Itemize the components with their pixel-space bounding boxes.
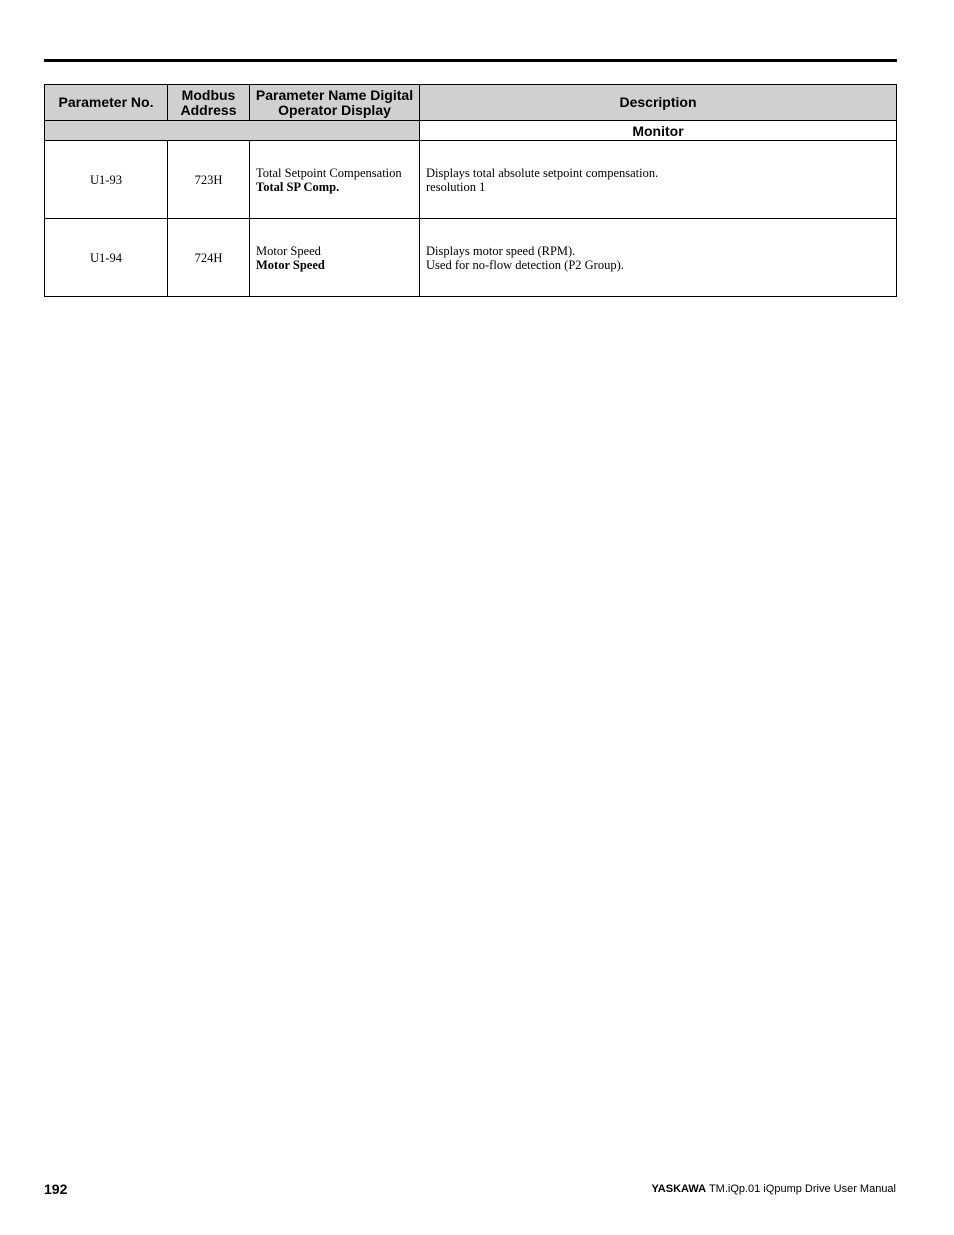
footer-manual-title bbox=[651, 1183, 896, 1195]
address-cell: 723H bbox=[168, 141, 250, 219]
name-cell bbox=[250, 219, 420, 297]
table-row bbox=[45, 141, 897, 219]
description-cell bbox=[420, 219, 897, 297]
group-label: Monitor bbox=[420, 121, 897, 141]
header-parameter-name bbox=[250, 85, 420, 121]
description-cell bbox=[420, 141, 897, 219]
description-line: Displays motor speed (RPM). bbox=[426, 243, 576, 258]
header-rule bbox=[44, 59, 897, 62]
operator-display: Motor Speed bbox=[256, 257, 325, 272]
footer-brand: YASKAWA bbox=[651, 1183, 707, 1195]
header-description: Description bbox=[420, 85, 897, 121]
header-name-line2: Operator Display bbox=[278, 101, 391, 118]
param-name: Total Setpoint Compensation bbox=[256, 165, 402, 180]
group-blank-cell bbox=[45, 121, 420, 141]
group-row bbox=[45, 121, 897, 141]
description-line: Used for no-flow detection (P2 Group). bbox=[426, 257, 624, 272]
table-row bbox=[45, 219, 897, 297]
description-line: resolution 1 bbox=[426, 179, 486, 194]
table-header-row bbox=[45, 85, 897, 121]
param-name: Motor Speed bbox=[256, 243, 321, 258]
description-line: Displays total absolute setpoint compensation. bbox=[426, 165, 659, 180]
param-no-cell: U1-94 bbox=[45, 219, 168, 297]
header-name-line1: Parameter Name Digital bbox=[255, 86, 414, 103]
operator-display: Total SP Comp. bbox=[256, 179, 340, 194]
header-modbus-line2: Address bbox=[180, 101, 237, 118]
header-parameter-no: Parameter No. bbox=[45, 85, 168, 121]
footer-manual-name: TM.iQp.01 iQpump Drive User Manual bbox=[708, 1183, 896, 1195]
param-no-cell: U1-93 bbox=[45, 141, 168, 219]
name-cell bbox=[250, 141, 420, 219]
header-modbus-address bbox=[168, 85, 250, 121]
header-modbus-line1: Modbus bbox=[181, 86, 236, 103]
parameter-table bbox=[44, 84, 897, 297]
address-cell: 724H bbox=[168, 219, 250, 297]
page-number: 192 bbox=[44, 1181, 68, 1197]
